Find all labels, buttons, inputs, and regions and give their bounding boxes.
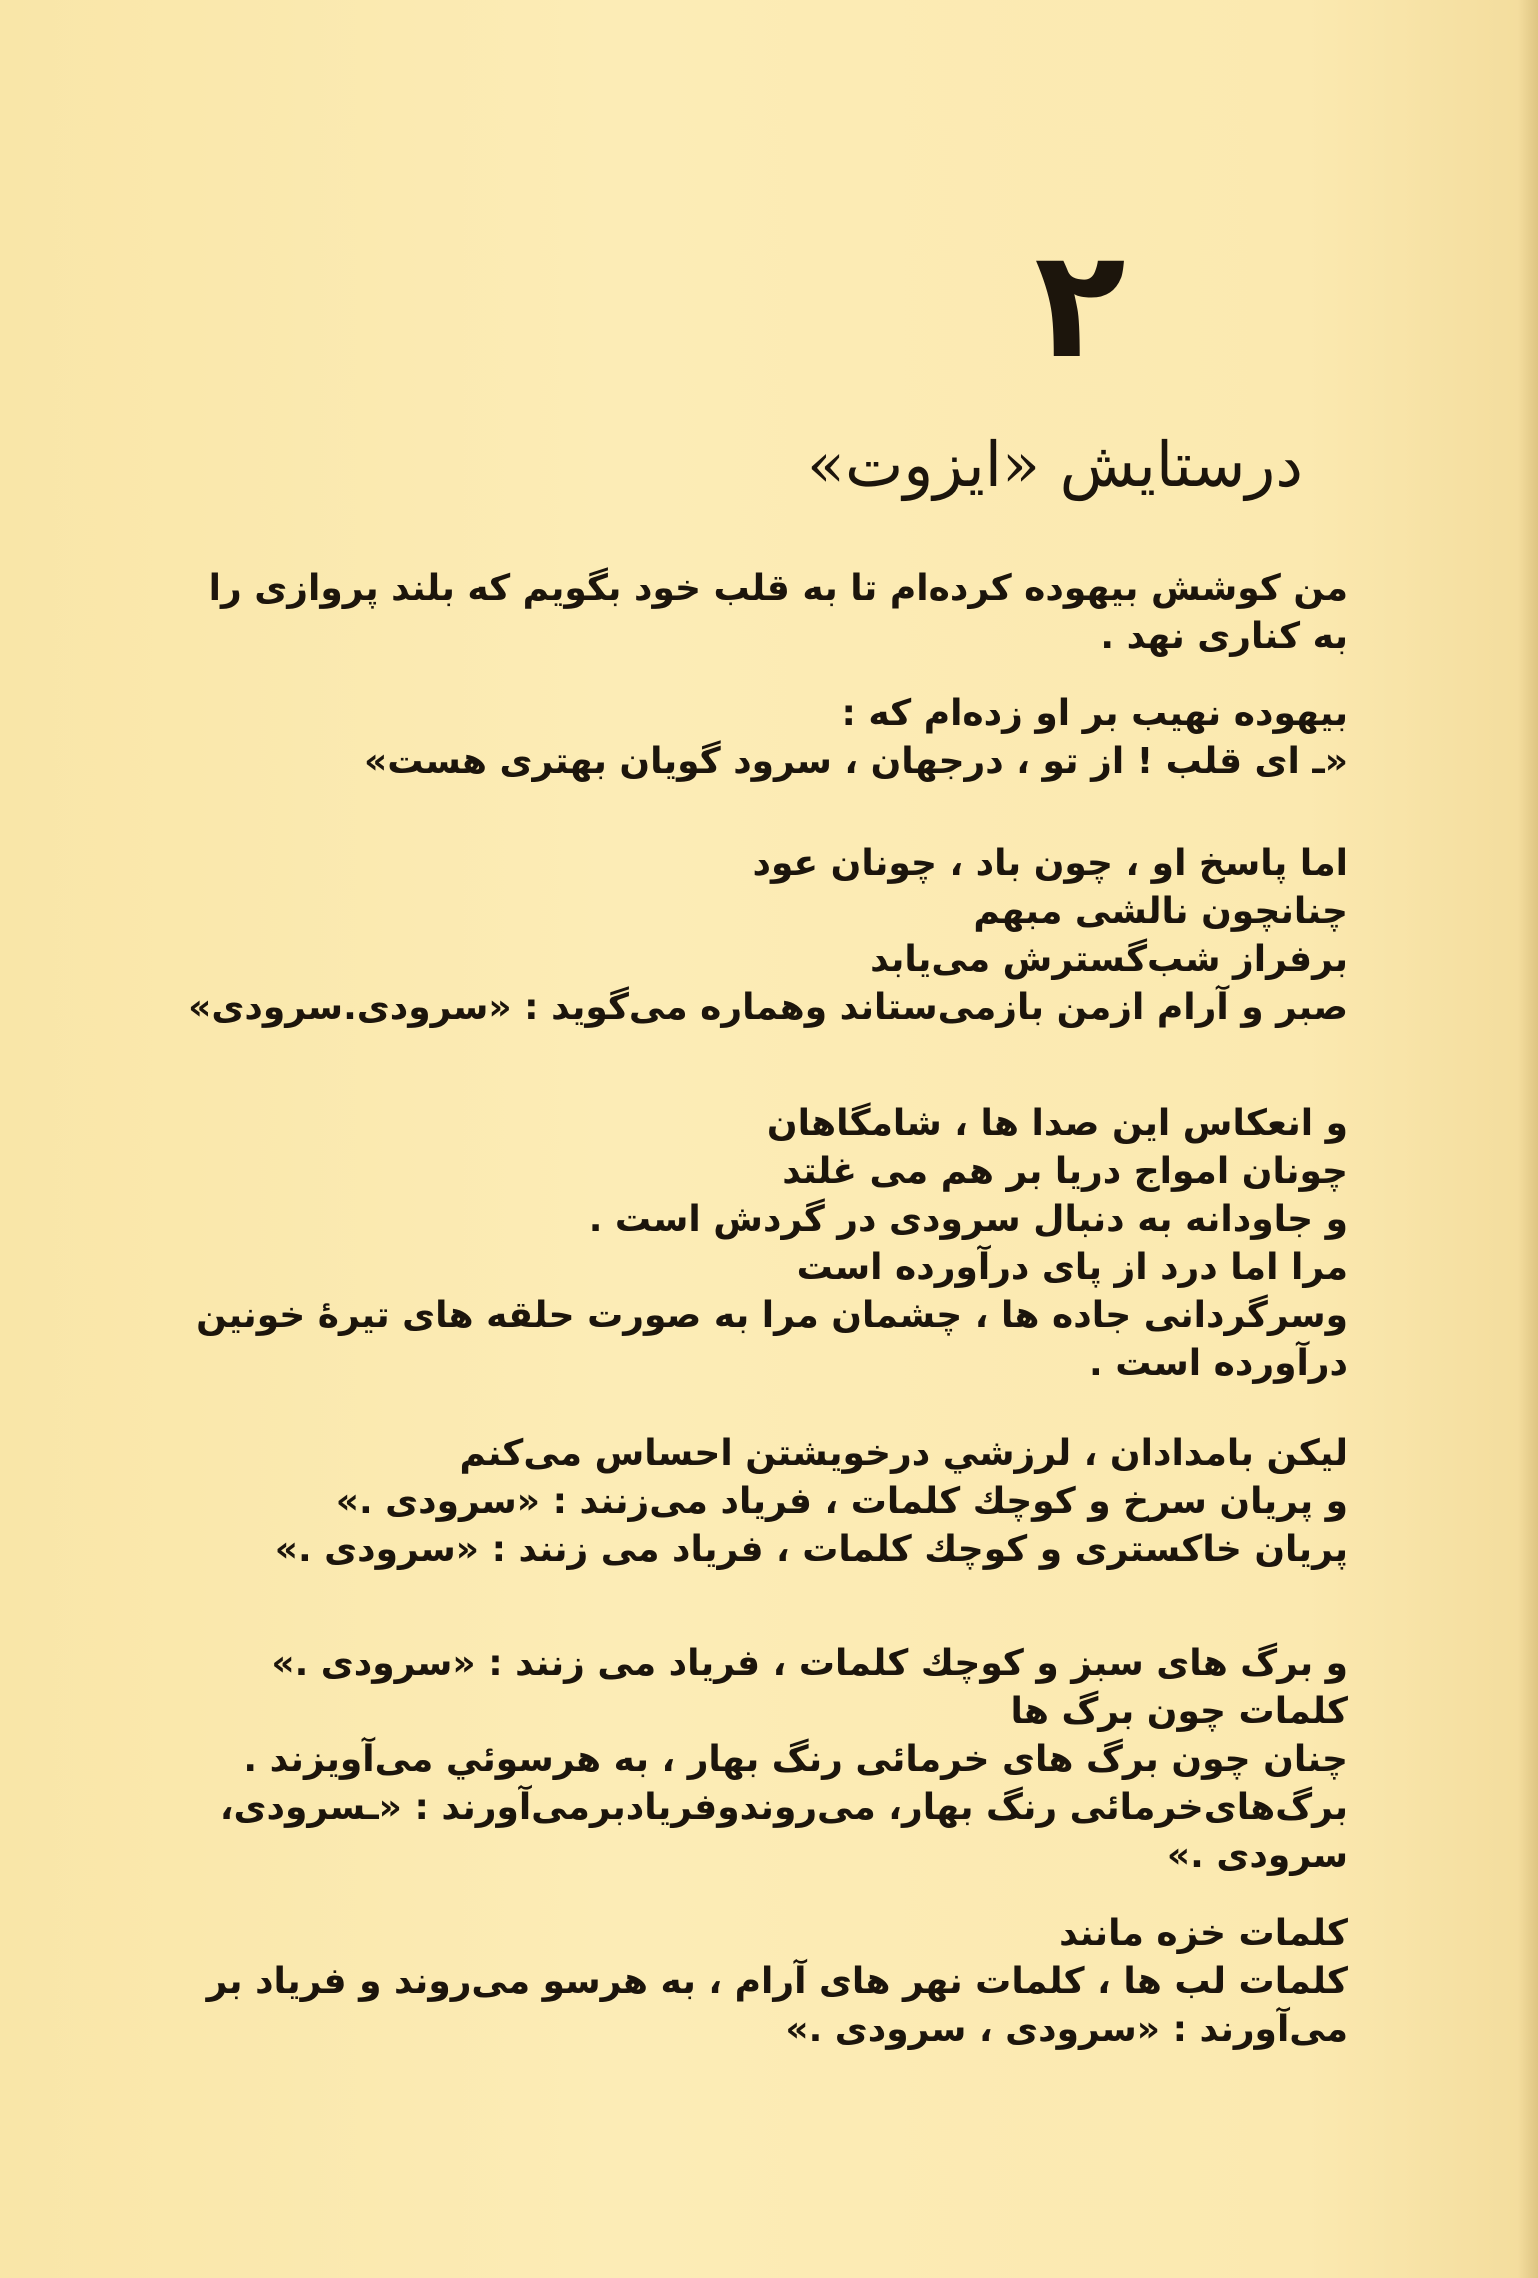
text-line: لیکن بامدادان ، لرزشي درخویشتن احساس می‌کنم [459, 1433, 1348, 1474]
text-line: به کناری نهد . [1100, 616, 1348, 657]
text-line: و جاودانه به دنبال سرودی در گردش است . [588, 1199, 1348, 1240]
text-line: وسرگردانی جاده ها ، چشمان مرا به صورت حلقه های تیرهٔ خونین [196, 1295, 1348, 1336]
text-line: صبر و آرام ازمن بازمی‌ستاند وهماره می‌گوید : «سرودی.سرودی» [188, 987, 1348, 1028]
text-line: و انعکاس این صدا ها ، شامگاهان [766, 1103, 1348, 1144]
text-line: بیهوده نهیب بر او زده‌ام که : [841, 693, 1348, 734]
text-line: درآورده است . [1089, 1343, 1348, 1384]
paragraph [148, 690, 1348, 786]
text-line: کلمات لب ها ، کلمات نهر های آرام ، به هرسو می‌روند و فریاد بر [206, 1961, 1348, 2002]
text-line: برفراز شب‌گسترش می‌یابد [870, 939, 1348, 980]
chapter-number: ۲ [1034, 218, 1126, 392]
paragraph [148, 1910, 1348, 2054]
paragraph [148, 840, 1348, 1032]
text-line: و برگ های سبز و کوچك کلمات ، فریاد می زنند : «سرودی .» [271, 1643, 1348, 1684]
text-line: و پریان سرخ و کوچك کلمات ، فریاد می‌زنند : «سرودی .» [335, 1481, 1348, 1522]
text-line: برگ‌های‌خرمائی رنگ بهار، می‌روندوفریادبرمی‌آورند : «ـسرودی، [219, 1787, 1348, 1828]
text-line: پریان خاکستری و کوچك کلمات ، فریاد می زنند : «سرودی .» [274, 1529, 1348, 1570]
text-line: چونان امواج دریا بر هم می غلتد [782, 1151, 1348, 1192]
text-line: «ـ ای قلب ! از تو ، درجهان ، سرود گویان بهتری هست» [364, 741, 1348, 782]
text-line: کلمات چون برگ ها [1010, 1691, 1348, 1732]
text-line: مرا اما درد از پای درآورده است [796, 1247, 1348, 1288]
text-line: کلمات خزه مانند [1059, 1913, 1348, 1954]
text-line: اما پاسخ او ، چون باد ، چونان عود [752, 843, 1348, 884]
page-edge-shadow [1518, 0, 1538, 2278]
text-line: سرودی .» [1166, 1835, 1348, 1876]
chapter-title: درستایش «ایزوت» [807, 428, 1303, 501]
text-line: می‌آورند : «سرودی ، سرودی .» [785, 2009, 1348, 2050]
text-line: چنانچون نالشی مبهم [973, 891, 1348, 932]
text-line: من کوشش بیهوده کرده‌ام تا به قلب خود بگویم که بلند پروازی را [208, 568, 1348, 609]
paragraph [148, 1430, 1348, 1574]
paragraph [148, 1100, 1348, 1388]
text-line: چنان چون برگ های خرمائی رنگ بهار ، به هرسوئي می‌آویزند . [243, 1739, 1348, 1780]
paragraph [148, 565, 1348, 661]
paragraph [148, 1640, 1348, 1880]
